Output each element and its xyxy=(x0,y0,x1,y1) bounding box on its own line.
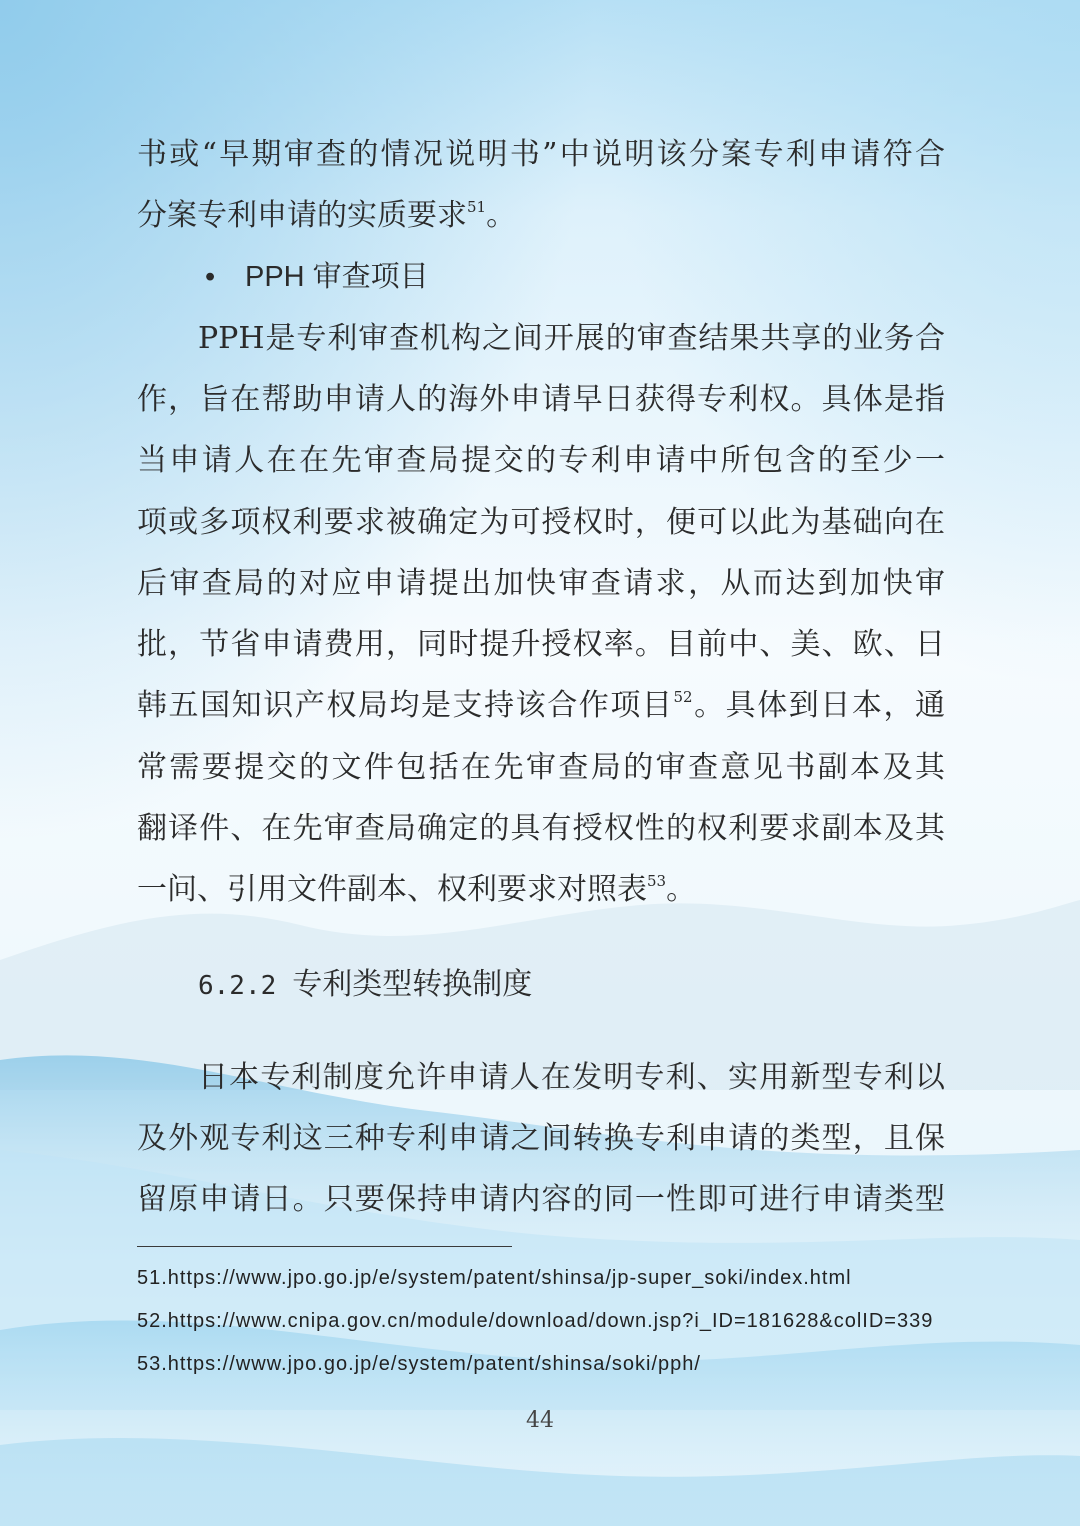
body-text xyxy=(137,124,945,1230)
text-segment: 。 xyxy=(666,872,697,907)
bullet-label: PPH 审查项目 xyxy=(245,260,429,293)
text-line: 书或“早期审查的情况说明书”中说明该分案专利申请符合 xyxy=(137,137,945,172)
footnote-divider xyxy=(137,1246,512,1247)
text-line: 留原申请日。只要保持申请内容的同一性即可进行申请类型 xyxy=(137,1182,945,1217)
footnote: 53.https://www.jpo.go.jp/e/system/patent/shinsa/soki/pph/ xyxy=(137,1353,701,1375)
footnote-reference: 52 xyxy=(673,688,693,707)
bullet-icon: • xyxy=(205,260,216,293)
footnote: 51.https://www.jpo.go.jp/e/system/patent/shinsa/jp-super_soki/index.html xyxy=(137,1267,852,1289)
text-line xyxy=(137,859,945,920)
text-line: PPH是专利审查机构之间开展的审查结果共享的业务合 xyxy=(198,320,945,356)
text-line: 日本专利制度允许申请人在发明专利、实用新型专利以 xyxy=(198,1059,945,1095)
bullet-item xyxy=(137,247,945,308)
section-number: 6.2.2 xyxy=(198,971,277,1002)
text-segment: 。 xyxy=(486,198,517,234)
text-line: 项或多项权利要求被确定为可授权时，便可以此为基础向在 xyxy=(137,504,945,540)
footnote-reference: 53 xyxy=(647,872,667,890)
text-line: 批，节省申请费用，同时提升授权率。目前中、美、欧、日 xyxy=(137,627,945,662)
text-line: 作，旨在帮助申请人的海外申请早日获得专利权。具体是指 xyxy=(137,382,945,417)
text-line: 常需要提交的文件包括在先审查局的审查意见书副本及其 xyxy=(137,749,945,785)
text-line: 当申请人在在先审查局提交的专利申请中所包含的至少一 xyxy=(137,443,945,479)
text-segment: 一问、引用文件副本、权利要求对照表 xyxy=(137,872,647,907)
footnote-reference: 51 xyxy=(467,198,487,217)
text-segment: 韩五国知识产权局均是支持该合作项目 xyxy=(137,688,674,724)
page-number: 44 xyxy=(526,1408,554,1433)
text-line: 翻译件、在先审查局确定的具有授权性的权利要求副本及其 xyxy=(137,810,945,846)
text-line: 及外观专利这三种专利申请之间转换专利申请的类型，且保 xyxy=(137,1120,945,1156)
text-line xyxy=(137,185,945,246)
text-segment: 。具体到日本，通 xyxy=(692,688,945,724)
section-heading xyxy=(198,954,945,1015)
footnotes xyxy=(137,1257,933,1386)
text-line: 后审查局的对应申请提出加快审查请求，从而达到加快审 xyxy=(137,565,945,601)
section-title: 专利类型转换制度 xyxy=(292,967,533,1003)
text-line xyxy=(137,675,945,736)
footnote: 52.https://www.cnipa.gov.cn/module/download/down.jsp?i_ID=181628&colID=339 xyxy=(137,1310,934,1332)
text-segment: 分案专利申请的实质要求 xyxy=(137,198,467,234)
